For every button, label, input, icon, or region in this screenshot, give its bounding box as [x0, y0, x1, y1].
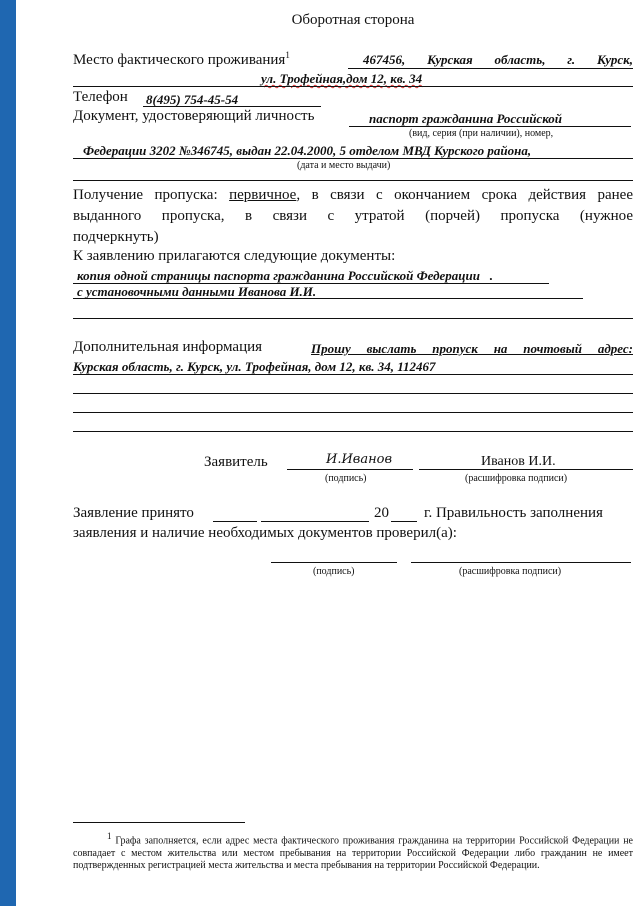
applicant-sign-caption: (подпись) — [325, 473, 367, 484]
footnote-text: Графа заполняется, если адрес места фактического проживания гражданина на территории Российской Федерации не совпадает с местом жительства или местом пребывания на территории Российской Федерации либо гражданин не имеет подтвержденных регистрацией места жительства и места пребывания на территории Российской Федерации. — [73, 835, 633, 872]
footnote-marker: 1 — [107, 831, 112, 841]
pass-reason-line3: подчеркнуть) — [73, 229, 159, 245]
applicant-sign-line — [287, 469, 413, 470]
id-doc-caption2: (дата и место выдачи) — [297, 160, 391, 171]
id-doc-underline-1 — [349, 126, 631, 127]
accepted-label: Заявление принято — [73, 505, 194, 521]
phone-value: 8(495) 754-45-54 — [146, 92, 239, 107]
footnote-separator — [73, 822, 245, 823]
attachments-label: К заявлению прилагаются следующие документы: — [73, 248, 396, 264]
additional-value2: Курская область, г. Курск, ул. Трофейная, дом 12, кв. 34, 112467 — [73, 359, 436, 374]
applicant-signature: И.Иванов — [326, 452, 393, 467]
phone-underline — [143, 106, 321, 107]
checker-sign-caption: (подпись) — [313, 566, 355, 577]
address-value-line2: ул. Трофейная,дом 12, кв. 34 — [261, 71, 423, 86]
id-doc-value2: Федерации 3202 №346745, выдан 22.04.2000, 5 отделом МВД Курского района, — [83, 143, 532, 158]
document-page — [73, 0, 633, 906]
applicant-label: Заявитель — [204, 454, 268, 470]
accepted-month-line — [261, 521, 369, 522]
address-label: Место фактического проживания — [73, 52, 286, 68]
pass-reason-line1: Получение пропуска: первичное, в связи с окончанием срока действия ранее — [73, 187, 633, 203]
address-underline-1 — [348, 68, 633, 69]
checker-name-line — [411, 562, 631, 563]
attachments-underline-2 — [73, 298, 583, 299]
attachments-line1: копия одной страницы паспорта гражданина Российской Федерации . — [77, 268, 493, 283]
id-doc-caption1: (вид, серия (при наличии), номер, — [409, 128, 554, 139]
blank-line-2 — [73, 318, 633, 319]
blank-line-5 — [73, 431, 633, 432]
accepted-year-line — [391, 521, 417, 522]
additional-underline-1 — [73, 374, 633, 375]
attachments-line2: с установочными данными Иванова И.И. — [77, 284, 317, 299]
checker-sign-line — [271, 562, 397, 563]
address-value-line1: 467456, Курская область, г. Курск, — [363, 52, 633, 67]
accepted-day-line — [213, 521, 257, 522]
pass-reason-line2: выданного пропуска, в связи с утратой (порчей) пропуска (нужное — [73, 208, 633, 224]
address-underline-2 — [73, 86, 633, 87]
footnote-ref: 1 — [285, 50, 290, 60]
accepted-line2: заявления и наличие необходимых документов проверил(а): — [73, 525, 457, 541]
checker-name-caption: (расшифровка подписи) — [459, 566, 562, 577]
accepted-year-prefix: 20 — [374, 505, 389, 521]
additional-value1: Прошу выслать пропуск на почтовый адрес: — [311, 341, 633, 356]
left-accent-bar — [0, 0, 16, 906]
id-doc-underline-2 — [73, 158, 633, 159]
blank-line-1 — [73, 180, 633, 181]
accepted-line1-tail: г. Правильность заполнения — [424, 505, 603, 521]
additional-label: Дополнительная информация — [73, 339, 263, 355]
pass-type-first: первичное — [229, 187, 297, 203]
page-title: Оборотная сторона — [291, 12, 415, 28]
id-doc-value1: паспорт гражданина Российской — [369, 111, 563, 126]
applicant-name: Иванов И.И. — [481, 454, 556, 469]
applicant-name-caption: (расшифровка подписи) — [465, 473, 568, 484]
id-doc-label: Документ, удостоверяющий личность — [73, 108, 315, 124]
phone-label: Телефон — [73, 89, 128, 105]
blank-line-3 — [73, 393, 633, 394]
blank-line-4 — [73, 412, 633, 413]
footnote — [73, 830, 633, 873]
applicant-name-line — [419, 469, 633, 470]
